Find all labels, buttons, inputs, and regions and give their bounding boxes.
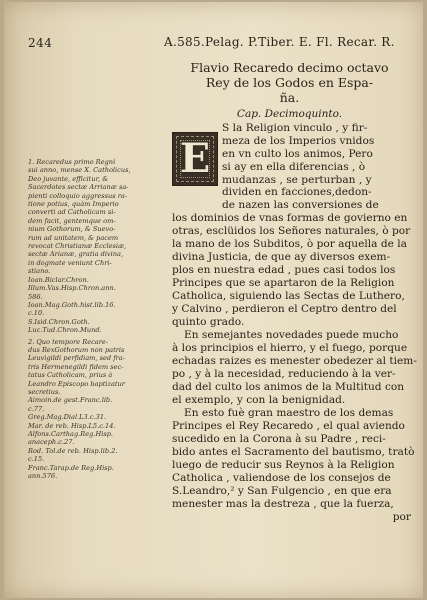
margin-note-line: in dogmate veniunt Chri- <box>28 258 112 267</box>
body-text <box>172 186 417 524</box>
body-line: sucedido en la Corona à su Padre , reci- <box>172 433 386 445</box>
body-line: Principes que se apartaron de la Religion <box>172 277 395 289</box>
margin-note-line: Franc.Tarap.de Reg.Hisp. <box>28 463 114 472</box>
body-line: En semejantes novedades puede mucho <box>184 329 399 341</box>
margin-note-line: dus RexGothorum non patris <box>28 345 125 354</box>
margin-note-line: Sacerdotes sectæ Arrianæ sa- <box>28 183 129 192</box>
margin-note-line: sui anno, mense X. Catholicus, <box>28 166 131 175</box>
margin-note-line: 2. Quo tempore Recare- <box>28 337 109 346</box>
margin-note-line: tris Hermenegildi fidem sec- <box>28 362 124 371</box>
margin-note-line: Rod. Tol.de reb. Hisp.lib.2. <box>28 446 118 455</box>
margin-note-line: anaceph.c.27. <box>28 438 75 447</box>
margin-note-line: Ioan.Biclar.Chron. <box>28 275 89 284</box>
first-paragraph-lines <box>222 122 374 187</box>
body-line: divina Justicia, de que ay diversos exem- <box>172 251 391 263</box>
body-line: de nazen las conversiones de <box>222 199 379 211</box>
body-line: Catholica, siguiendo las Sectas de Luthero, <box>172 290 405 302</box>
margin-note-line: revocat Christianæ Ecclesiæ, <box>28 242 127 251</box>
margin-note-line: secretius. <box>28 387 61 396</box>
body-line: menester mas la destreza , que la fuerza, <box>172 498 394 510</box>
margin-note-line: Mar. de reb. Hisp.L5.c.14. <box>28 421 116 430</box>
margin-note-line: c.15. <box>28 455 45 464</box>
body-line: otras, esclüidos los Señores naturales, ò por <box>172 225 411 237</box>
margin-note-line: tione potius, quàm Imperio <box>28 200 119 209</box>
margin-note-line: Ioan.Mag.Goth.hist.lib.16. <box>28 300 116 309</box>
margin-note-line: Aimoin.de gest.Franc.lib. <box>28 396 113 405</box>
margin-note-line: S.Isid.Chron.Goth. <box>28 317 90 326</box>
body-line: si ay en ella diferencias , ò <box>222 161 366 173</box>
margin-note-line: Leuvigildi perfidiam, sed fra- <box>28 354 125 363</box>
margin-note-line: sectæ Arianæ, gratia divina, <box>28 250 124 259</box>
decorated-initial <box>172 132 218 186</box>
margin-note-line: rum ad unitatem, & pacem <box>28 233 119 242</box>
margin-note-line: c.77. <box>28 404 45 413</box>
body-line: dividen en facciones,dedon- <box>222 186 372 198</box>
margin-note-line: 1. Recaredus primo Regnì <box>28 158 116 166</box>
body-line: S la Religion vinculo , y fir- <box>222 122 368 134</box>
margin-note-line: nium Gothorum, & Suevo- <box>28 225 116 234</box>
body-line: En esto fuè gran maestro de los demas <box>184 407 394 419</box>
running-head: A.585.Pelag. P.Tiber. E. Fl. Recar. R. <box>164 35 395 49</box>
body-line: el exemplo, y con la benignidad. <box>172 394 346 406</box>
body-line: en vn culto los animos, Pero <box>222 148 373 160</box>
margin-note-line: Greg.Mag.Dial.L3.c.31. <box>28 413 107 422</box>
page-number: 244 <box>28 36 53 50</box>
margin-note-line: ann.576. <box>28 472 58 481</box>
body-line: meza de los Imperios vnidos <box>222 135 375 147</box>
margin-note-line: Deo juvante, efficitur, & <box>28 174 109 183</box>
body-line: S.Leandro,² y San Fulgencio , en que era <box>172 485 392 497</box>
margin-note-line: Illum.Vas.Hisp.Chron.ann. <box>28 284 116 293</box>
title-line: ña. <box>279 90 300 105</box>
body-line: Principes el Rey Recaredo , el qual aviendo <box>172 420 405 432</box>
margin-note-line: c.10. <box>28 309 45 318</box>
margin-note-line: converti ad Catholicam si- <box>28 208 116 217</box>
chapter-subtitle: Cap. Decimoquinto. <box>236 108 343 120</box>
margin-note-line: Alfons.Carthag.Reg.Hisp. <box>28 430 114 438</box>
title-line: Flavio Recaredo decimo octavo <box>190 60 389 75</box>
body-line: echadas raizes es menester obedezer al tiem- <box>172 355 417 367</box>
drop-cap-letter: E <box>179 135 211 182</box>
margin-note-line: Leandro Episcopo baptizatur <box>28 379 125 388</box>
body-line: los dominios de vnas formas de govierno en <box>172 212 408 224</box>
title-line: Rey de los Godos en Espa- <box>205 75 374 90</box>
body-line: la mano de los Subditos, ò por aquella de la <box>172 238 407 250</box>
body-line: mudanzas , se perturban , y <box>222 174 372 186</box>
margin-note-line: tatus Catholicam, prius à <box>28 371 113 380</box>
body-line: dad del culto los animos de la Multitud con <box>172 381 405 393</box>
margin-notes <box>28 158 163 480</box>
chapter-title <box>162 60 417 105</box>
book-page <box>4 2 423 598</box>
margin-note-line: 586. <box>28 292 43 301</box>
body-line: Catholica , valiendose de los consejos de <box>172 472 391 484</box>
body-line: luego de reducir sus Reynos à la Religion <box>172 459 395 471</box>
body-line: à los principios el hierro, y el fuego, porque <box>172 342 408 354</box>
margin-note-line: Luc.Tud.Chron.Mund. <box>28 326 102 335</box>
body-line: bido antes el Sacramento del bautismo, tratò <box>172 446 415 458</box>
margin-note-line: pienti colloquio aggressus ra- <box>28 191 128 200</box>
margin-note-line: stiano. <box>28 267 51 276</box>
body-line: quinto grado. <box>172 316 245 328</box>
body-line: po , y à la necesidad, reduciendo à la ver- <box>172 368 396 380</box>
body-line: y Calvino , perdieron el Ceptro dentro del <box>172 303 397 315</box>
margin-note-line: dem facit, gentemque om- <box>28 216 116 225</box>
catchword: por <box>392 511 411 523</box>
body-line: plos en nuestra edad , pues casi todos los <box>172 264 396 276</box>
